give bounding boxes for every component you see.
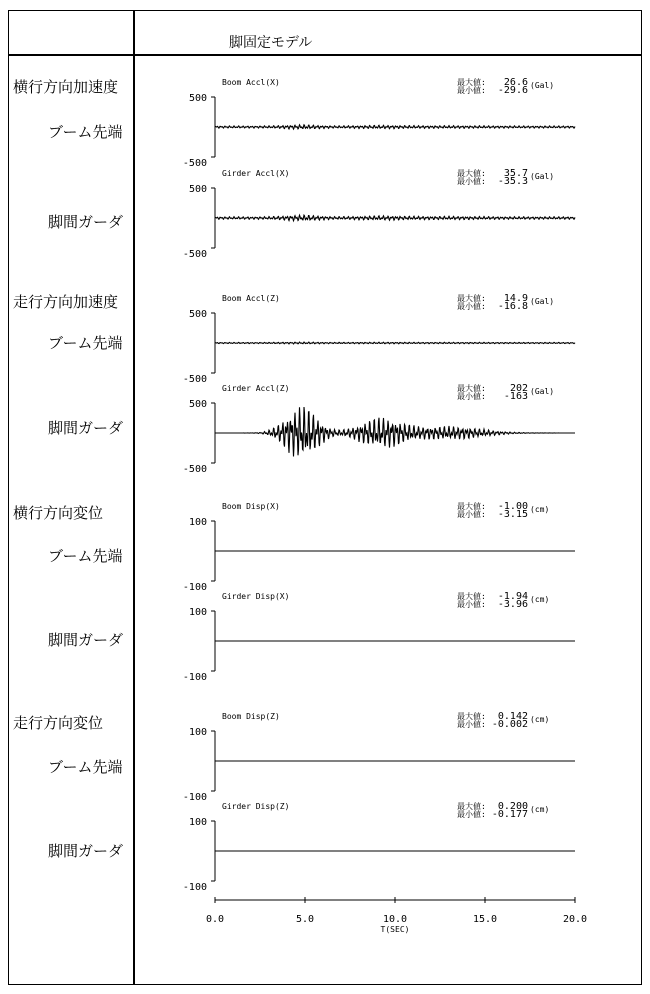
row-label: 脚間ガーダ bbox=[48, 419, 124, 437]
model-title: 脚固定モデル bbox=[229, 35, 313, 51]
y-tick-label: -100 bbox=[182, 672, 207, 683]
unit-label: (cm) bbox=[530, 505, 550, 514]
x-tick-label: 20.0 bbox=[562, 914, 588, 925]
series-title: Girder Disp(X) bbox=[222, 592, 290, 601]
y-tick-label: 500 bbox=[188, 399, 207, 410]
series-title: Boom Disp(X) bbox=[222, 502, 280, 511]
waveform-line bbox=[215, 342, 575, 344]
series-title: Boom Accl(Z) bbox=[222, 294, 280, 303]
group-title: 横行方向変位 bbox=[13, 504, 104, 522]
series-title: Girder Disp(Z) bbox=[222, 802, 290, 811]
row-label: 脚間ガーダ bbox=[48, 213, 124, 231]
y-tick-label: -500 bbox=[182, 249, 207, 260]
x-tick-label: 15.0 bbox=[472, 914, 498, 925]
unit-label: (cm) bbox=[530, 805, 550, 814]
y-tick-label: 100 bbox=[188, 817, 207, 828]
y-tick-label: 500 bbox=[188, 309, 207, 320]
min-label: 最小値: bbox=[457, 510, 486, 519]
series-title: Girder Accl(Z) bbox=[222, 384, 290, 393]
row-label: ブーム先端 bbox=[48, 123, 123, 141]
group-title: 走行方向変位 bbox=[13, 714, 104, 732]
x-axis-label: T(SEC) bbox=[380, 925, 410, 934]
row-label: ブーム先端 bbox=[48, 758, 123, 776]
unit-label: (Gal) bbox=[530, 297, 555, 306]
min-value: -29.6 bbox=[497, 85, 528, 96]
max-label: 最大値: bbox=[457, 384, 486, 393]
max-value: -1.00 bbox=[497, 501, 528, 512]
max-label: 最大値: bbox=[457, 802, 486, 811]
row-label: 脚間ガーダ bbox=[48, 842, 124, 860]
series-title: Boom Accl(X) bbox=[222, 78, 280, 87]
y-tick-label: 100 bbox=[188, 607, 207, 618]
unit-label: (Gal) bbox=[530, 387, 555, 396]
x-tick-label: 5.0 bbox=[295, 914, 315, 925]
y-tick-label: -100 bbox=[182, 582, 207, 593]
max-value: 202 bbox=[509, 383, 528, 394]
unit-label: (cm) bbox=[530, 595, 550, 604]
max-value: 26.6 bbox=[503, 77, 528, 88]
y-tick-label: -500 bbox=[182, 464, 207, 475]
row-label: ブーム先端 bbox=[48, 334, 123, 352]
min-label: 最小値: bbox=[457, 392, 486, 401]
min-value: -163 bbox=[503, 391, 528, 402]
waveform-line bbox=[215, 125, 575, 129]
max-label: 最大値: bbox=[457, 502, 486, 511]
y-tick-label: -500 bbox=[182, 158, 207, 169]
y-tick-label: 500 bbox=[188, 184, 207, 195]
y-tick-label: 100 bbox=[188, 727, 207, 738]
y-tick-label: -500 bbox=[182, 374, 207, 385]
max-label: 最大値: bbox=[457, 592, 486, 601]
y-tick-label: -100 bbox=[182, 792, 207, 803]
row-label: ブーム先端 bbox=[48, 547, 123, 565]
unit-label: (Gal) bbox=[530, 172, 555, 181]
min-label: 最小値: bbox=[457, 302, 486, 311]
unit-label: (Gal) bbox=[530, 81, 555, 90]
min-value: -0.177 bbox=[491, 809, 528, 820]
y-tick-label: 100 bbox=[188, 517, 207, 528]
min-label: 最小値: bbox=[457, 86, 486, 95]
unit-label: (cm) bbox=[530, 715, 550, 724]
min-label: 最小値: bbox=[457, 810, 486, 819]
min-label: 最小値: bbox=[457, 600, 486, 609]
min-label: 最小値: bbox=[457, 720, 486, 729]
max-value: 0.142 bbox=[497, 711, 528, 722]
y-tick-label: 500 bbox=[188, 93, 207, 104]
group-title: 横行方向加速度 bbox=[13, 78, 119, 96]
min-value: -3.15 bbox=[497, 509, 528, 520]
min-value: -3.96 bbox=[497, 599, 528, 610]
max-label: 最大値: bbox=[457, 78, 486, 87]
min-value: -35.3 bbox=[497, 176, 528, 187]
max-label: 最大値: bbox=[457, 294, 486, 303]
max-value: 14.9 bbox=[503, 293, 528, 304]
max-label: 最大値: bbox=[457, 169, 486, 178]
row-label: 脚間ガーダ bbox=[48, 631, 124, 649]
group-title: 走行方向加速度 bbox=[13, 293, 119, 311]
max-value: -1.94 bbox=[497, 591, 528, 602]
x-tick-label: 0.0 bbox=[205, 914, 225, 925]
series-title: Boom Disp(Z) bbox=[222, 712, 280, 721]
y-tick-label: -100 bbox=[182, 882, 207, 893]
waveform-line bbox=[215, 215, 575, 221]
max-value: 35.7 bbox=[503, 168, 528, 179]
min-value: -0.002 bbox=[491, 719, 528, 730]
max-label: 最大値: bbox=[457, 712, 486, 721]
max-value: 0.200 bbox=[497, 801, 528, 812]
series-title: Girder Accl(X) bbox=[222, 169, 290, 178]
min-label: 最小値: bbox=[457, 177, 486, 186]
min-value: -16.8 bbox=[497, 301, 528, 312]
waveform-line bbox=[215, 407, 575, 456]
x-tick-label: 10.0 bbox=[382, 914, 408, 925]
